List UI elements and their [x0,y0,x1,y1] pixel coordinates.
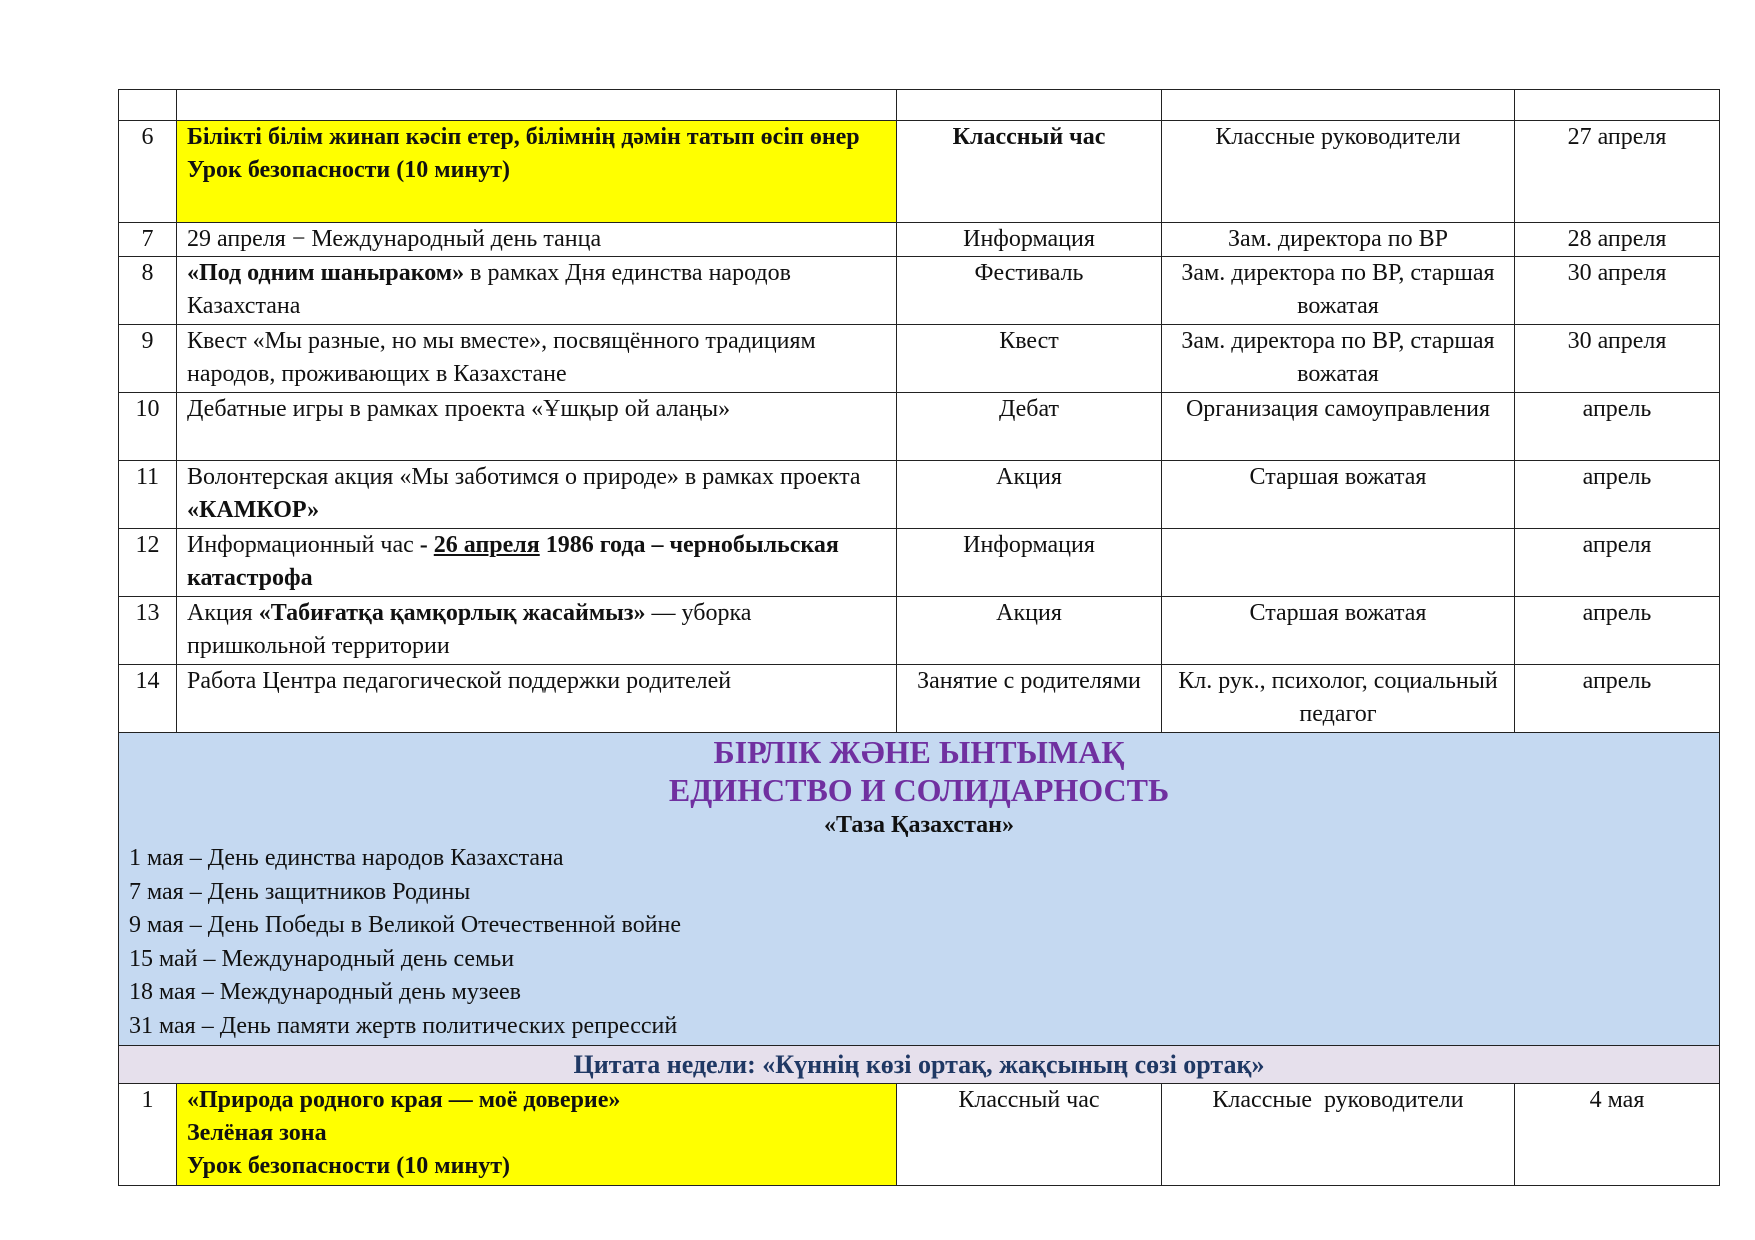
section-date-item: 9 мая – День Победы в Великой Отечественной войне [129,912,682,939]
quote-row [119,1046,1720,1084]
event-cell [177,461,897,529]
responsible-cell [1162,529,1515,597]
form-cell: Занятие с родителями [897,665,1162,733]
events-table [118,89,1720,1186]
row-number: 12 [119,529,177,597]
form-cell: Акция [897,461,1162,529]
date-cell: апрель [1515,665,1720,733]
row-number: 1 [119,1084,177,1186]
responsible-cell: Кл. рук., психолог, социальный педагог [1162,665,1515,733]
event-cell: Работа Центра педагогической поддержки родителей [177,665,897,733]
form-cell: Информация [897,223,1162,257]
event-line: Зелёная зона [187,1120,327,1146]
event-dash: - [419,532,434,558]
event-cell: 29 апреля − Международный день танца [177,223,897,257]
table-row [119,1084,1720,1186]
date-cell: апрель [1515,461,1720,529]
responsible-cell: Старшая вожатая [1162,597,1515,665]
date-cell [1515,90,1720,121]
event-line: «Природа родного края — моё доверие» [187,1087,621,1113]
event-cell: Квест «Мы разные, но мы вместе», посвящённого традициям народов, проживающих в Казахстане [177,325,897,393]
table-row-empty [119,90,1720,121]
row-number: 9 [119,325,177,393]
date-cell: 27 апреля [1515,121,1720,223]
table-row [119,223,1720,257]
table-row [119,325,1720,393]
date-cell: 4 мая [1515,1084,1720,1186]
event-line: Білікті білім жинап кәсіп етер, білімнің дәмін татып өсіп өнер [187,124,860,150]
table-row [119,665,1720,733]
event-cell: Дебатные игры в рамках проекта «Ұшқыр ой алаңы» [177,393,897,461]
date-cell: апрель [1515,597,1720,665]
event-cell [177,90,897,121]
section-title-kz: БІРЛІК ЖӘНЕ ЫНТЫМАҚ [713,734,1125,770]
event-line: Урок безопасности (10 минут) [187,157,511,183]
event-cell [177,597,897,665]
event-cell [177,529,897,597]
row-number: 13 [119,597,177,665]
event-title: «Табиғатқа қамқорлық жасаймыз» [258,600,646,626]
quote-of-week: Цитата недели: «Күннің көзі ортақ, жақсының сөзі ортақ» [119,1046,1720,1084]
date-cell: 28 апреля [1515,223,1720,257]
section-date-item: 18 мая – Международный день музеев [129,979,521,1006]
event-text: Информационный час [187,532,420,558]
responsible-cell: Старшая вожатая [1162,461,1515,529]
event-cell [177,121,897,223]
responsible-cell: Классные руководители [1162,1084,1515,1186]
table-row [119,529,1720,597]
date-cell: 30 апреля [1515,325,1720,393]
section-subtitle: «Таза Қазахстан» [824,812,1014,838]
date-cell: 30 апреля [1515,257,1720,325]
row-number: 11 [119,461,177,529]
event-text: — уборка пришкольной территории [187,600,752,659]
responsible-cell: Организация самоуправления [1162,393,1515,461]
event-date: 26 апреля [433,532,540,558]
form-cell [897,90,1162,121]
date-cell: апрель [1515,393,1720,461]
section-date-item: 15 май – Международный день семьи [129,945,515,972]
table-row [119,597,1720,665]
table-row [119,461,1720,529]
form-cell: Дебат [897,393,1162,461]
event-title: 1986 года – чернобыльская катастрофа [187,532,839,591]
form-cell: Классный час [897,121,1162,223]
section-title-ru: ЕДИНСТВО И СОЛИДАРНОСТЬ [668,772,1170,808]
row-number: 10 [119,393,177,461]
event-title: «Под одним шаныраком» [187,260,465,286]
row-number: 7 [119,223,177,257]
form-cell: Фестиваль [897,257,1162,325]
form-cell: Квест [897,325,1162,393]
section-date-item: 7 мая – День защитников Родины [129,878,471,905]
event-line: Урок безопасности (10 минут) [187,1153,511,1179]
form-cell: Классный час [897,1084,1162,1186]
table-row [119,121,1720,223]
responsible-cell: Классные руководители [1162,121,1515,223]
table-row [119,257,1720,325]
responsible-cell: Зам. директора по ВР [1162,223,1515,257]
event-text: Волонтерская акция «Мы заботимся о природе» в рамках проекта [187,464,861,490]
form-cell: Информация [897,529,1162,597]
event-cell [177,1084,897,1186]
event-text: в рамках Дня единства народов Казахстана [187,260,791,319]
section-date-item: 31 мая – День памяти жертв политических репрессий [129,1012,678,1039]
table-row [119,393,1720,461]
section-date-item: 1 мая – День единства народов Казахстана [129,845,564,871]
num-cell [119,90,177,121]
responsible-cell: Зам. директора по ВР, старшая вожатая [1162,325,1515,393]
event-title: «КАМКОР» [187,497,320,523]
form-cell: Акция [897,597,1162,665]
date-cell: апреля [1515,529,1720,597]
event-text: Акция [187,600,259,626]
responsible-cell [1162,90,1515,121]
section-header [119,733,1720,1046]
event-cell [177,257,897,325]
row-number: 14 [119,665,177,733]
row-number: 6 [119,121,177,223]
row-number: 8 [119,257,177,325]
section-header-row [119,733,1720,1046]
responsible-cell: Зам. директора по ВР, старшая вожатая [1162,257,1515,325]
